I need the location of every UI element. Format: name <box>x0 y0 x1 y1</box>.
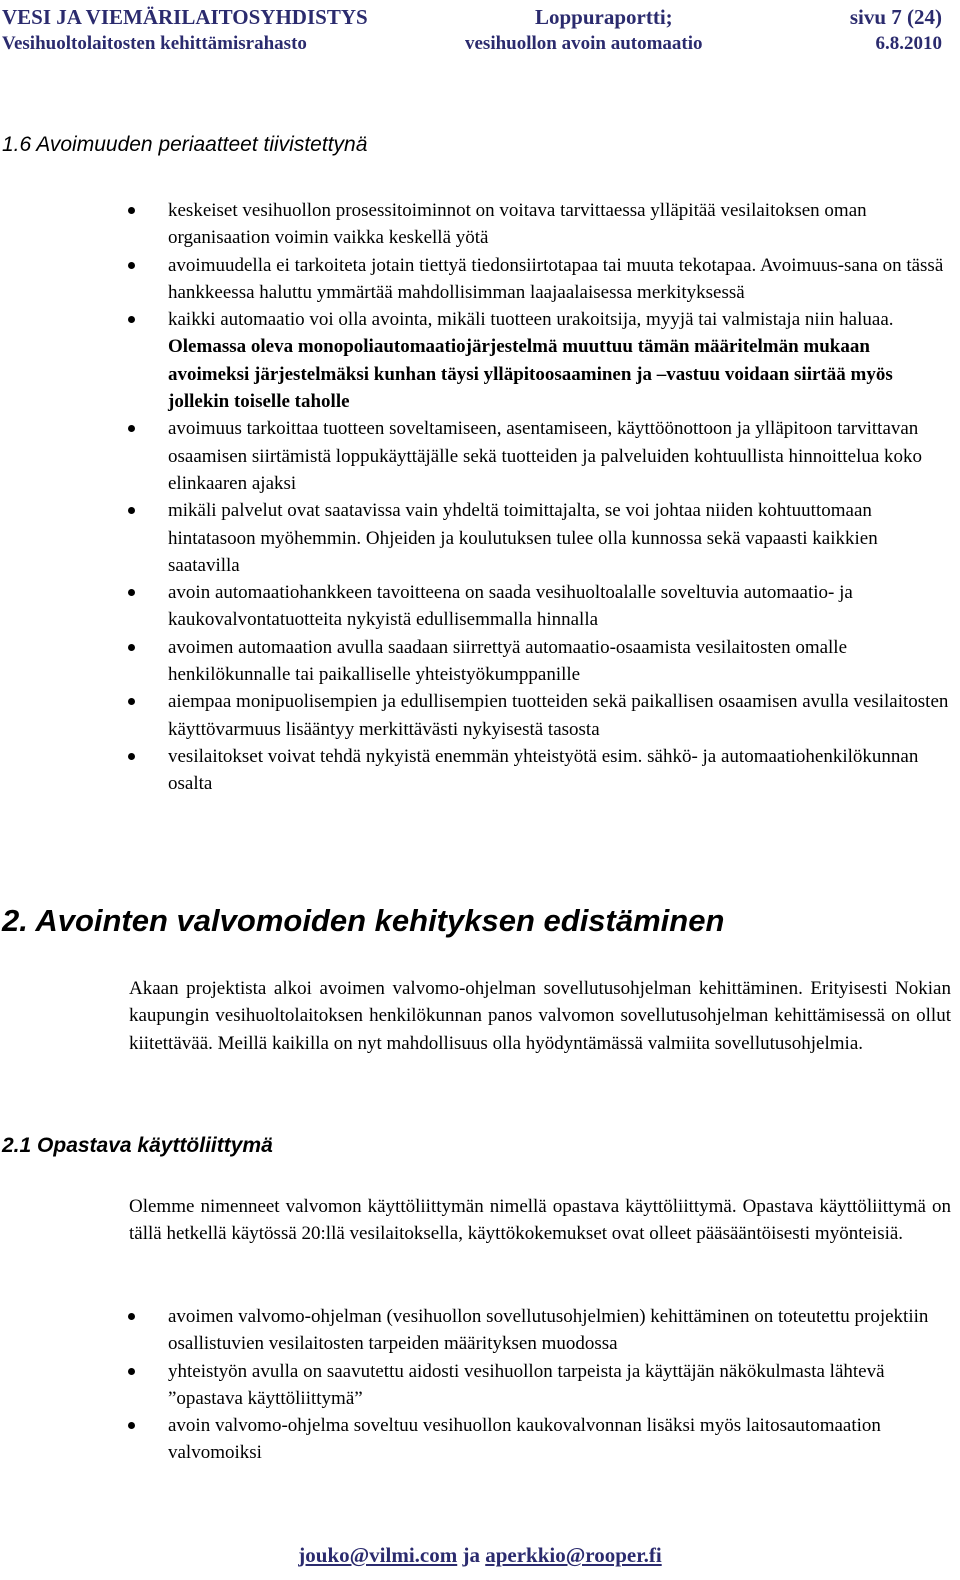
list-item <box>0 415 950 497</box>
section-2-paragraph: Akaan projektista alkoi avoimen valvomo-ohjelman sovellutusohjelman kehittäminen. Erityisesti Nokian kaupungin vesihuoltolaitoksen henkilökunnan panos valvomon sovellutusohjelman kehittämisessä on ollut kiitettävää. Meillä kaikilla on nyt mahdollisuus olla hyödyntämässä valmiita sovellutusohjelmia. <box>129 978 951 1054</box>
list-item <box>0 252 950 307</box>
page-footer <box>0 1540 960 1570</box>
page-header-row-2 <box>0 29 960 59</box>
header-fund: Vesihuoltolaitosten kehittämisrahasto <box>2 33 307 54</box>
list-item-text: kaikki automaatio voi olla avointa, mikäli tuotteen urakoitsija, myyjä tai valmistaja niin haluaa. <box>168 309 894 331</box>
section-2-1-heading: 2.1 Opastava käyttöliittymä <box>2 1134 273 1157</box>
list-item <box>0 579 950 634</box>
section-2-heading: 2. Avointen valvomoiden kehityksen edistäminen <box>2 903 725 938</box>
list-item-text: avoimuudella ei tarkoiteta jotain tiettyä tiedonsiirtotapaa tai muuta tekotapaa. Avoimuus-sana on tässä hankkeessa haluttu ymmärtää mahdollisimman laajaalaisessa merkityksessä <box>168 254 944 303</box>
header-date: 6.8.2010 <box>875 33 942 54</box>
list-item <box>0 1358 950 1413</box>
list-item-text: keskeiset vesihuollon prosessitoiminnot on voitava tarvittaessa ylläpitää vesilaitoksen oman organisaation voimin vaikka keskellä yötä <box>168 200 867 249</box>
list-item-text: avoin valvomo-ohjelma soveltuu vesihuollon kaukovalvonnan lisäksi myös laitosautomaation valvomoiksi <box>168 1415 881 1464</box>
header-report: Loppuraportti; <box>535 5 673 29</box>
list-item <box>0 688 950 743</box>
email-link-aperkkio[interactable]: aperkkio@rooper.fi <box>485 1543 662 1567</box>
list-item <box>0 197 950 252</box>
list-item <box>0 497 950 579</box>
list-item <box>0 306 950 415</box>
list-item-text: aiempaa monipuolisempien ja edullisempien tuotteiden sekä paikallisen osaamisen avulla vesilaitosten käyttövarmuus lisääntyy merkittävästi nykyisestä tasosta <box>168 691 949 740</box>
list-item-text: mikäli palvelut ovat saatavissa vain yhdeltä toimittajalta, se voi johtaa niiden kohtuuttomaan hintatasoon myöhemmin. Ohjeiden ja koulutuksen tulee olla kunnossa sekä vapaasti kaikkien saatavilla <box>168 500 878 576</box>
list-item <box>0 634 950 689</box>
section-2-1-bullet-list <box>0 1303 950 1467</box>
list-item <box>0 1303 950 1358</box>
section-2-1-paragraph: Olemme nimenneet valvomon käyttöliittymän nimellä opastava käyttöliittymä. Opastava käyttöliittymä on tällä hetkellä käytössä 20:llä vesilaitoksella, käyttökokemukset ovat olleet pääsääntöisesti myönteisiä. <box>129 1196 951 1245</box>
list-item-bold-text: Olemassa oleva monopoliautomaatiojärjestelmä muuttuu tämän määritelmän mukaan avoimeksi järjestelmäksi kunhan täysi ylläpitoosaaminen ja –vastuu voidaan siirtää myös jollekin toiselle taholle <box>168 336 893 413</box>
section-1-6-heading: 1.6 Avoimuuden periaatteet tiivistettynä <box>2 133 368 156</box>
list-item-text: avoimen automaation avulla saadaan siirrettyä automaatio-osaamista vesilaitosten omalle henkilökunnalle tai paikalliselle yhteistyökumppanille <box>168 636 848 686</box>
list-item-text: vesilaitokset voivat tehdä nykyistä enemmän yhteistyötä esim. sähkö- ja automaatiohenkilökunnan osalta <box>168 745 919 795</box>
list-item-text: avoimuus tarkoittaa tuotteen soveltamiseen, asentamiseen, käyttöönottoon ja ylläpitoon tarvittavan osaamisen siirtämistä loppukäyttäjälle sekä tuotteiden ja palveluiden kohtuullista hinnoittelua koko elinkaaren ajaksi <box>168 418 923 494</box>
section-1-6-bullet-list <box>0 197 950 798</box>
footer-conjunction: ja <box>462 1543 480 1567</box>
header-page-number: sivu 7 (24) <box>849 5 942 29</box>
list-item-text: avoimen valvomo-ohjelman (vesihuollon sovellutusohjelmien) kehittäminen on toteutettu projektiin osallistuvien vesilaitosten tarpeiden määrityksen muodossa <box>168 1306 929 1355</box>
header-subject: vesihuollon avoin automaatio <box>465 33 703 54</box>
header-org: VESI JA VIEMÄRILAITOSYHDISTYS <box>2 5 368 29</box>
list-item-text: yhteistyön avulla on saavutettu aidosti vesihuollon tarpeista ja käyttäjän näkökulmasta lähtevä ”opastava käyttöliittymä” <box>168 1360 885 1409</box>
email-link-jouko[interactable]: jouko@vilmi.com <box>298 1543 458 1567</box>
list-item <box>0 1412 950 1467</box>
list-item <box>0 743 950 798</box>
list-item-text: avoin automaatiohankkeen tavoitteena on saada vesihuoltoalalle soveltuvia automaatio- ja kaukovalvontatuotteita nykyistä edullisemmalla hinnalla <box>168 582 853 631</box>
page-header-row-1 <box>0 2 960 32</box>
